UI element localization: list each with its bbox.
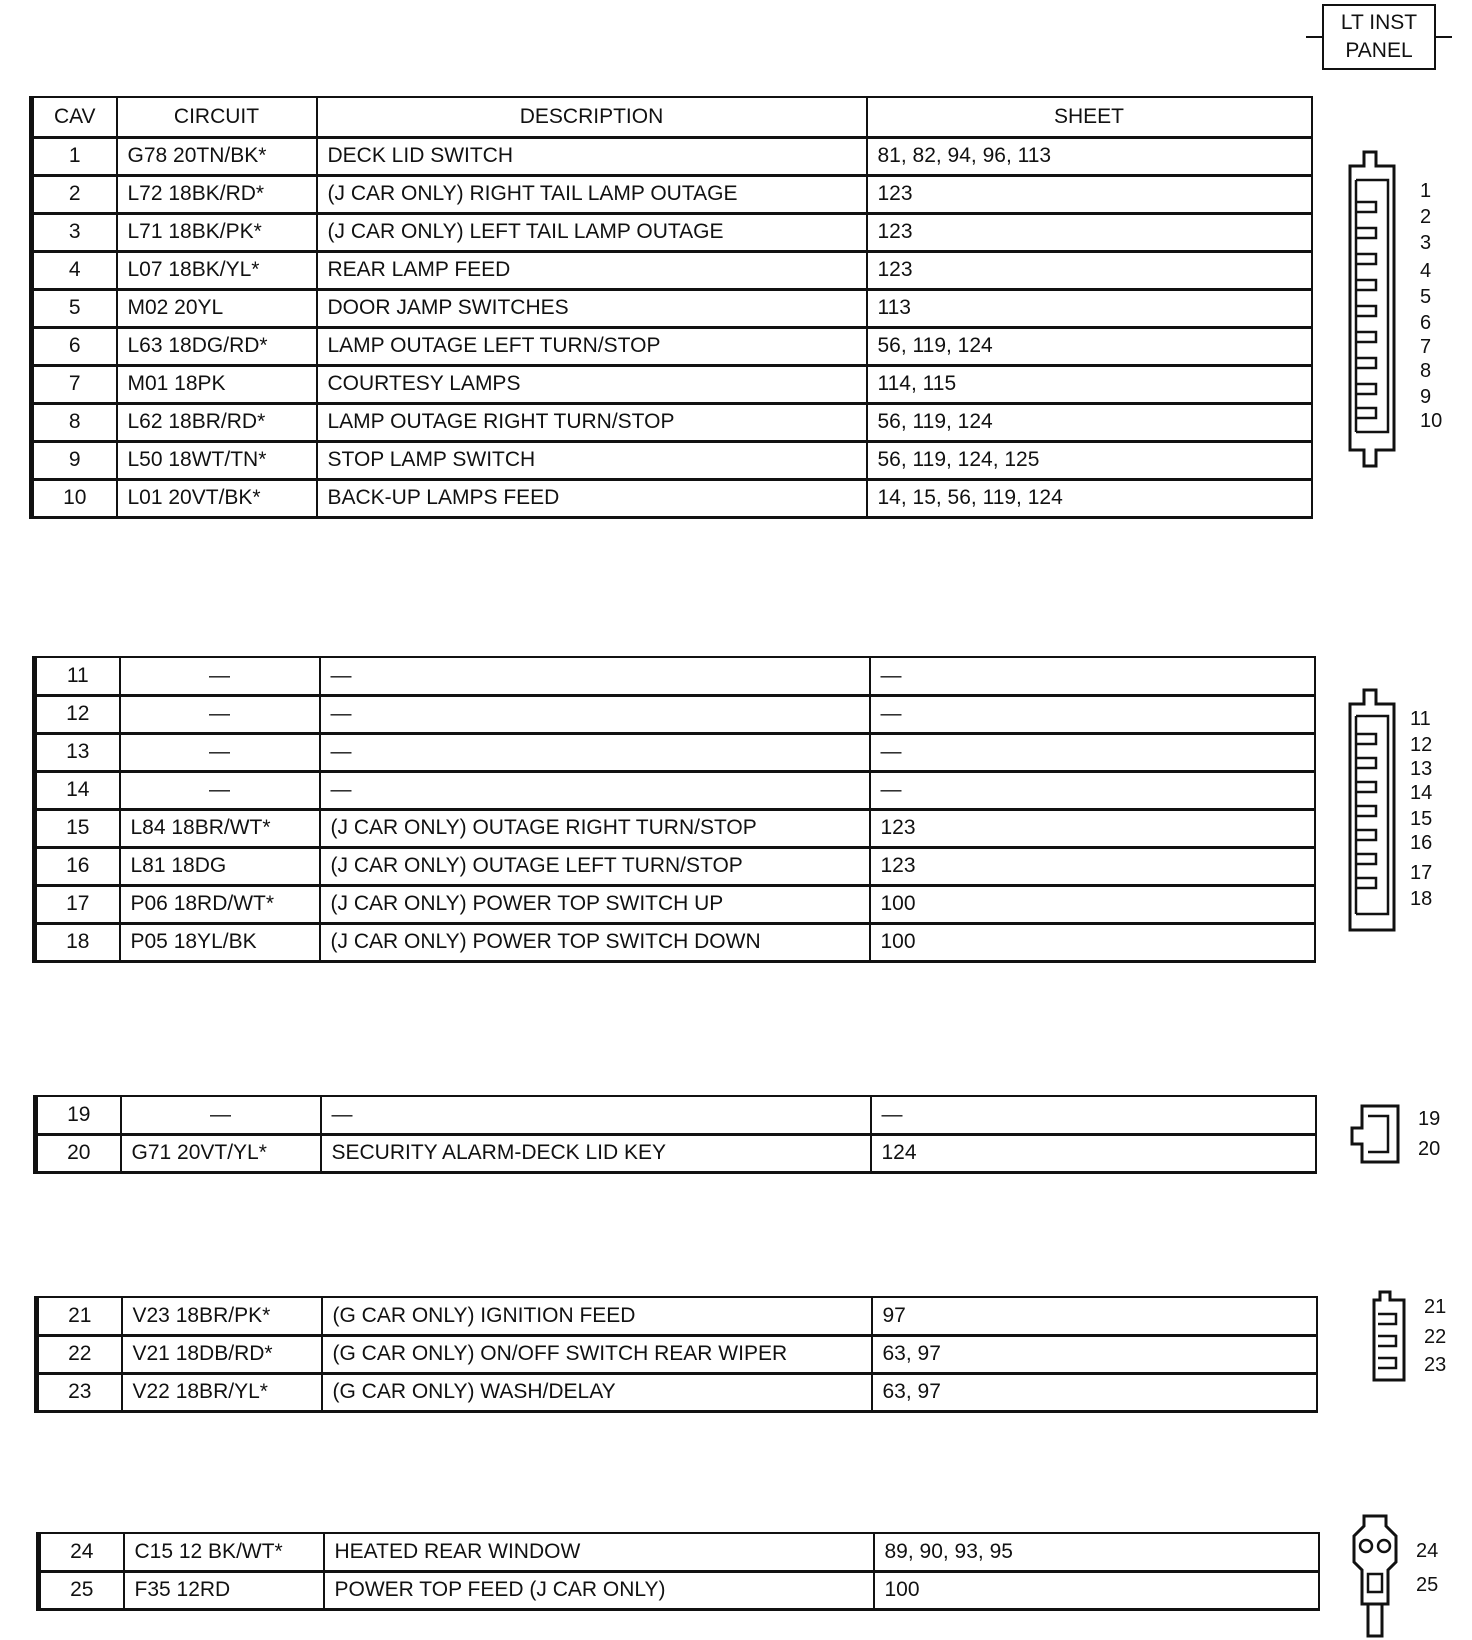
cav-cell: 5: [32, 289, 117, 327]
description-cell: (J CAR ONLY) OUTAGE RIGHT TURN/STOP: [320, 809, 870, 847]
description-cell: (G CAR ONLY) WASH/DELAY: [322, 1373, 872, 1411]
pin-label: 20: [1418, 1138, 1441, 1160]
connector-label-line2: PANEL: [1345, 39, 1413, 62]
table-row: [35, 885, 1315, 923]
circuit-cell: L50 18WT/TN*: [117, 441, 317, 479]
circuit-cell: G78 20TN/BK*: [117, 137, 317, 175]
description-cell: POWER TOP FEED (J CAR ONLY): [324, 1571, 874, 1609]
table-row: [37, 1335, 1317, 1373]
circuit-cell: P06 18RD/WT*: [120, 885, 320, 923]
circuit-cell: P05 18YL/BK: [120, 923, 320, 961]
circuit-cell: L01 20VT/BK*: [117, 479, 317, 517]
pin-label: 22: [1424, 1326, 1447, 1348]
cav-cell: 1: [32, 137, 117, 175]
description-cell: (J CAR ONLY) POWER TOP SWITCH DOWN: [320, 923, 870, 961]
pin-label: 8: [1420, 360, 1432, 382]
description-cell: —: [320, 657, 870, 695]
circuit-cell: —: [120, 733, 320, 771]
cavity-table-5: [36, 1532, 1320, 1611]
sheet-cell: 114, 115: [867, 365, 1312, 403]
sheet-cell: 56, 119, 124, 125: [867, 441, 1312, 479]
pin-label: 9: [1420, 386, 1432, 408]
pin-label: 1: [1420, 180, 1432, 202]
header-description: DESCRIPTION: [317, 97, 867, 137]
sheet-cell: 14, 15, 56, 119, 124: [867, 479, 1312, 517]
table-row: [37, 1297, 1317, 1335]
pin-label: 23: [1424, 1354, 1447, 1376]
circuit-cell: L71 18BK/PK*: [117, 213, 317, 251]
table-row: [36, 1096, 1316, 1134]
connector-1-icon: [1342, 150, 1404, 470]
table-row: [32, 175, 1312, 213]
cavity-table-4: [34, 1296, 1318, 1413]
cav-cell: 15: [35, 809, 120, 847]
cavity-table-1: [29, 96, 1313, 519]
connector-1-pin-labels: [1420, 180, 1460, 450]
circuit-cell: M02 20YL: [117, 289, 317, 327]
table-row: [32, 365, 1312, 403]
sheet-cell: 113: [867, 289, 1312, 327]
connector-5-icon: [1344, 1512, 1406, 1640]
pin-label: 19: [1418, 1108, 1441, 1130]
pin-label: 10: [1420, 410, 1443, 432]
cav-cell: 11: [35, 657, 120, 695]
sheet-cell: 123: [867, 251, 1312, 289]
table-row: [35, 923, 1315, 961]
cav-cell: 25: [39, 1571, 124, 1609]
circuit-cell: —: [120, 771, 320, 809]
description-cell: COURTESY LAMPS: [317, 365, 867, 403]
cav-cell: 16: [35, 847, 120, 885]
table-row: [32, 403, 1312, 441]
circuit-cell: V22 18BR/YL*: [122, 1373, 322, 1411]
description-cell: BACK-UP LAMPS FEED: [317, 479, 867, 517]
cav-cell: 9: [32, 441, 117, 479]
sheet-cell: 123: [867, 213, 1312, 251]
sheet-cell: 89, 90, 93, 95: [874, 1533, 1319, 1571]
pin-label: 13: [1410, 758, 1433, 780]
pin-label: 24: [1416, 1540, 1439, 1562]
table-row: [39, 1533, 1319, 1571]
table-row: [32, 327, 1312, 365]
circuit-cell: —: [121, 1096, 321, 1134]
description-cell: (J CAR ONLY) OUTAGE LEFT TURN/STOP: [320, 847, 870, 885]
sheet-cell: 63, 97: [872, 1335, 1317, 1373]
table-row: [32, 441, 1312, 479]
description-cell: (J CAR ONLY) POWER TOP SWITCH UP: [320, 885, 870, 923]
circuit-cell: L63 18DG/RD*: [117, 327, 317, 365]
description-cell: (J CAR ONLY) RIGHT TAIL LAMP OUTAGE: [317, 175, 867, 213]
label-leader-right: [1436, 36, 1452, 38]
description-cell: (G CAR ONLY) IGNITION FEED: [322, 1297, 872, 1335]
table-row: [32, 289, 1312, 327]
pin-label: 6: [1420, 312, 1432, 334]
cav-cell: 19: [36, 1096, 121, 1134]
description-cell: (J CAR ONLY) LEFT TAIL LAMP OUTAGE: [317, 213, 867, 251]
sheet-cell: 100: [870, 923, 1315, 961]
cav-cell: 10: [32, 479, 117, 517]
connector-label-line1: LT INST: [1340, 11, 1418, 34]
description-cell: DECK LID SWITCH: [317, 137, 867, 175]
circuit-cell: V23 18BR/PK*: [122, 1297, 322, 1335]
circuit-cell: G71 20VT/YL*: [121, 1134, 321, 1172]
pin-label: 12: [1410, 734, 1433, 756]
cav-cell: 24: [39, 1533, 124, 1571]
table-row: [35, 657, 1315, 695]
description-cell: STOP LAMP SWITCH: [317, 441, 867, 479]
header-circuit: CIRCUIT: [117, 97, 317, 137]
header-cav: CAV: [32, 97, 117, 137]
circuit-cell: L62 18BR/RD*: [117, 403, 317, 441]
sheet-cell: 124: [871, 1134, 1316, 1172]
table-row: [35, 771, 1315, 809]
pin-label: 25: [1416, 1574, 1439, 1596]
circuit-cell: V21 18DB/RD*: [122, 1335, 322, 1373]
pin-label: 3: [1420, 232, 1432, 254]
cav-cell: 14: [35, 771, 120, 809]
circuit-cell: —: [120, 695, 320, 733]
circuit-cell: —: [120, 657, 320, 695]
table-row: [32, 213, 1312, 251]
description-cell: LAMP OUTAGE RIGHT TURN/STOP: [317, 403, 867, 441]
connector-2-icon: [1342, 688, 1404, 938]
sheet-cell: —: [870, 771, 1315, 809]
sheet-cell: 81, 82, 94, 96, 113: [867, 137, 1312, 175]
description-cell: SECURITY ALARM-DECK LID KEY: [321, 1134, 871, 1172]
connector-3-icon: [1346, 1102, 1406, 1166]
cav-cell: 17: [35, 885, 120, 923]
cav-cell: 12: [35, 695, 120, 733]
sheet-cell: —: [870, 657, 1315, 695]
sheet-cell: —: [871, 1096, 1316, 1134]
cav-cell: 22: [37, 1335, 122, 1373]
table-row: [36, 1134, 1316, 1172]
connector-label: [1322, 4, 1436, 70]
cav-cell: 23: [37, 1373, 122, 1411]
pin-label: 7: [1420, 336, 1432, 358]
sheet-cell: 56, 119, 124: [867, 403, 1312, 441]
pin-label: 5: [1420, 286, 1432, 308]
label-leader-left: [1306, 36, 1322, 38]
circuit-cell: L07 18BK/YL*: [117, 251, 317, 289]
cav-cell: 4: [32, 251, 117, 289]
description-cell: HEATED REAR WINDOW: [324, 1533, 874, 1571]
circuit-cell: L81 18DG: [120, 847, 320, 885]
cavity-table-2: [32, 656, 1316, 963]
pin-label: 16: [1410, 832, 1433, 854]
description-cell: (G CAR ONLY) ON/OFF SWITCH REAR WIPER: [322, 1335, 872, 1373]
header-sheet: SHEET: [867, 97, 1312, 137]
sheet-cell: 123: [870, 809, 1315, 847]
cav-cell: 3: [32, 213, 117, 251]
cav-cell: 2: [32, 175, 117, 213]
description-cell: —: [320, 695, 870, 733]
sheet-cell: 97: [872, 1297, 1317, 1335]
table-row: [32, 479, 1312, 517]
connector-5-pin-labels: [1416, 1540, 1456, 1600]
table-row: [35, 847, 1315, 885]
pin-label: 15: [1410, 808, 1433, 830]
table-row: [32, 137, 1312, 175]
circuit-cell: L84 18BR/WT*: [120, 809, 320, 847]
connector-2-pin-labels: [1410, 708, 1450, 918]
sheet-cell: 123: [870, 847, 1315, 885]
circuit-cell: F35 12RD: [124, 1571, 324, 1609]
cav-cell: 6: [32, 327, 117, 365]
description-cell: LAMP OUTAGE LEFT TURN/STOP: [317, 327, 867, 365]
circuit-cell: M01 18PK: [117, 365, 317, 403]
cav-cell: 18: [35, 923, 120, 961]
cavity-table-3: [33, 1095, 1317, 1174]
pin-label: 11: [1410, 708, 1431, 730]
circuit-cell: C15 12 BK/WT*: [124, 1533, 324, 1571]
sheet-cell: 63, 97: [872, 1373, 1317, 1411]
table-row: [35, 733, 1315, 771]
cav-cell: 8: [32, 403, 117, 441]
connector-3-pin-labels: [1418, 1108, 1458, 1168]
sheet-cell: 100: [870, 885, 1315, 923]
sheet-cell: 123: [867, 175, 1312, 213]
circuit-cell: L72 18BK/RD*: [117, 175, 317, 213]
pin-label: 4: [1420, 260, 1432, 282]
pin-label: 2: [1420, 206, 1432, 228]
description-cell: DOOR JAMP SWITCHES: [317, 289, 867, 327]
description-cell: —: [320, 733, 870, 771]
table-row: [32, 251, 1312, 289]
table-header-row: [32, 97, 1312, 137]
connector-4-icon: [1364, 1288, 1414, 1384]
description-cell: —: [321, 1096, 871, 1134]
connector-4-pin-labels: [1424, 1296, 1464, 1386]
sheet-cell: —: [870, 733, 1315, 771]
sheet-cell: 56, 119, 124: [867, 327, 1312, 365]
pin-label: 14: [1410, 782, 1433, 804]
description-cell: REAR LAMP FEED: [317, 251, 867, 289]
description-cell: —: [320, 771, 870, 809]
cav-cell: 13: [35, 733, 120, 771]
pin-label: 18: [1410, 888, 1433, 910]
table-row: [39, 1571, 1319, 1609]
table-row: [35, 809, 1315, 847]
table-row: [35, 695, 1315, 733]
cav-cell: 7: [32, 365, 117, 403]
sheet-cell: 100: [874, 1571, 1319, 1609]
pin-label: 17: [1410, 862, 1433, 884]
cav-cell: 21: [37, 1297, 122, 1335]
cav-cell: 20: [36, 1134, 121, 1172]
sheet-cell: —: [870, 695, 1315, 733]
pin-label: 21: [1424, 1296, 1447, 1318]
table-row: [37, 1373, 1317, 1411]
